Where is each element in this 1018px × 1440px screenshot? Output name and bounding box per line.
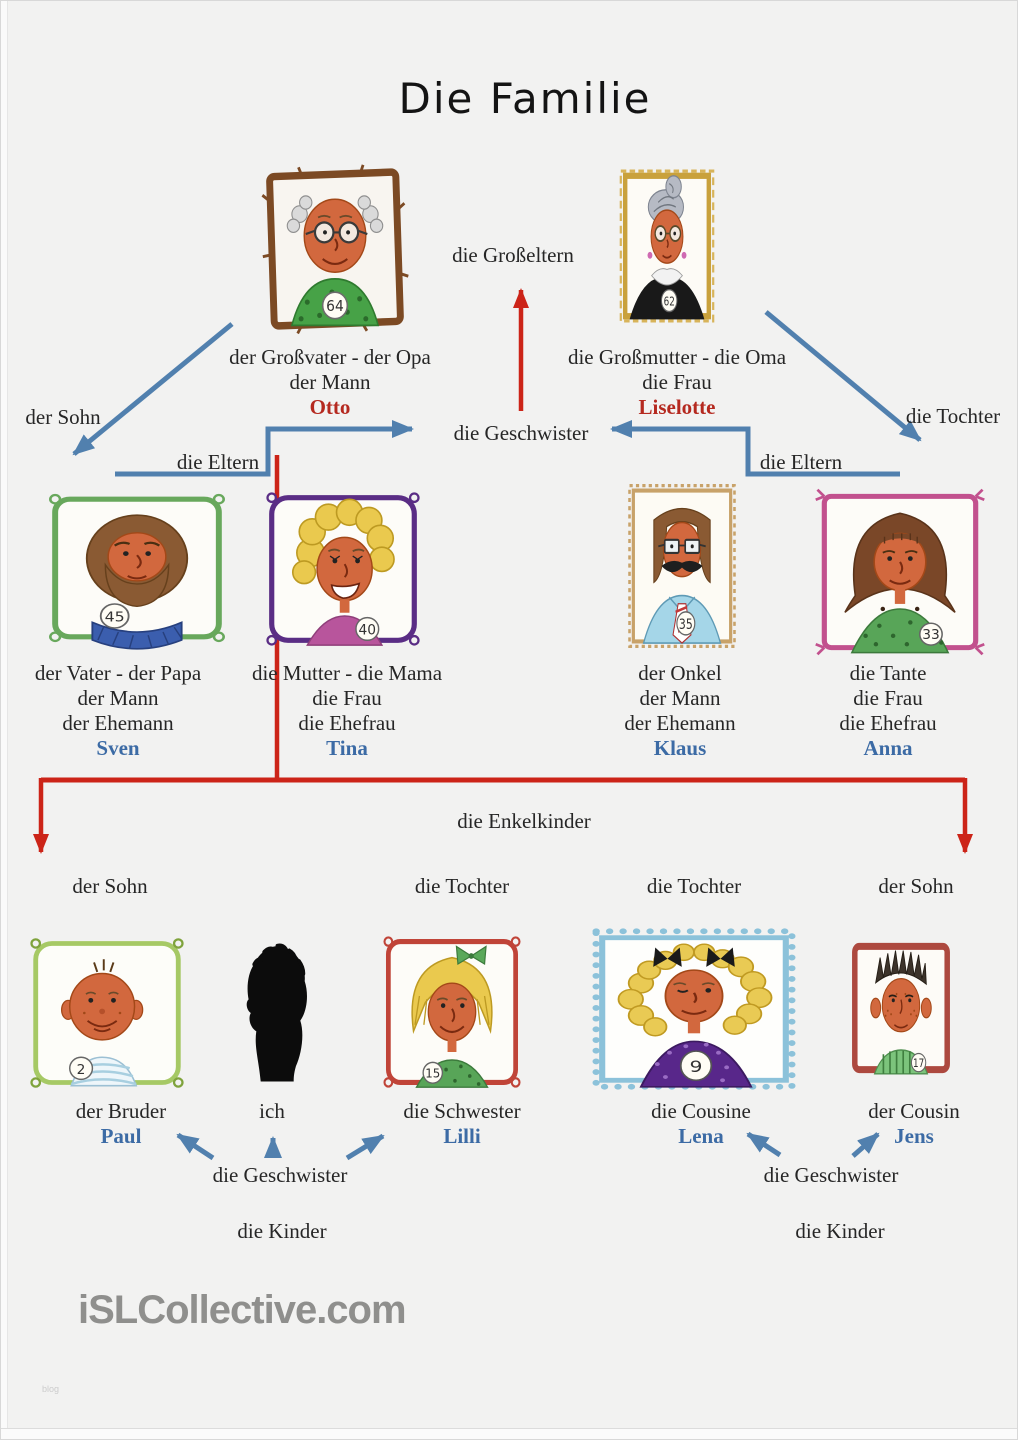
label-geschwister-bottom-right: die Geschwister [763,1163,899,1187]
caption-anna [778,661,998,761]
caption-otto-name: Otto [309,395,351,419]
caption-sven-line3: der Ehemann [62,711,174,735]
caption-tina-line3: die Ehefrau [298,711,396,735]
caption-liselotte-line2: die Frau [642,370,712,394]
label-enkelkinder: die Enkelkinder [457,809,591,833]
caption-anna-name: Anna [863,736,913,760]
age-badge-tina: 40 [358,622,377,639]
caption-lena-role: die Cousine [651,1099,751,1123]
arrow-geschwister-lilli [347,1136,383,1158]
page-edge-left [0,0,8,1440]
caption-sven-name: Sven [96,736,140,760]
caption-liselotte-name: Liselotte [638,395,716,419]
caption-jens-role: der Cousin [868,1099,960,1123]
blog-watermark: blog [42,1384,60,1394]
portrait-lilli [378,932,526,1092]
age-badge-anna: 33 [922,627,940,644]
caption-sven [8,661,228,761]
portrait-paul [26,934,188,1092]
caption-anna-line1: die Tante [849,661,927,685]
caption-lena-name: Lena [678,1124,724,1148]
portrait-tina [262,488,424,650]
caption-tina-line2: die Frau [312,686,382,710]
caption-lilli [382,1099,542,1149]
label-kinder-right: die Kinder [795,1219,885,1243]
label-row3-tochter-left: die Tochter [414,874,510,898]
label-sohn-top: der Sohn [25,405,101,429]
age-badge-sven: 45 [104,609,125,626]
caption-otto-line1: der Großvater - der Opa [229,345,431,369]
caption-anna-line2: die Frau [853,686,923,710]
caption-tina-line1: die Mutter - die Mama [251,661,443,685]
label-kinder-left: die Kinder [237,1219,327,1243]
caption-klaus-line3: der Ehemann [624,711,736,735]
label-tochter-top: die Tochter [905,404,1001,428]
label-row3-sohn-right: der Sohn [878,874,954,898]
label-geschwister-bottom-left: die Geschwister [212,1163,348,1187]
portrait-jens [846,938,956,1078]
caption-liselotte-line1: die Großmutter - die Oma [567,345,787,369]
page-edge-bottom [0,1428,1018,1440]
portrait-klaus [618,484,746,648]
label-grosseltern: die Großeltern [452,243,574,267]
portrait-ich-silhouette [220,934,330,1086]
caption-klaus-line2: der Mann [639,686,721,710]
age-badge-klaus: 35 [678,615,693,633]
caption-klaus [570,661,790,761]
caption-paul [41,1099,201,1149]
caption-tina [237,661,457,761]
portrait-otto [258,166,412,332]
age-badge-lena: 9 [689,1058,703,1077]
caption-ich-role: ich [259,1099,285,1123]
label-eltern-left: die Eltern [176,450,260,474]
caption-sven-line1: der Vater - der Papa [34,661,202,685]
caption-liselotte [517,345,837,420]
caption-tina-name: Tina [326,736,368,760]
islcollective-logo: iSLCollective.com [78,1288,406,1332]
age-badge-jens: 17 [913,1057,925,1071]
age-badge-paul: 2 [76,1061,86,1078]
caption-ich [212,1099,332,1124]
age-badge-lilli: 15 [425,1066,441,1081]
portrait-anna [814,488,986,656]
caption-lena [621,1099,781,1149]
caption-paul-role: der Bruder [75,1099,167,1123]
label-geschwister-top: die Geschwister [453,421,589,445]
caption-jens [834,1099,994,1149]
caption-klaus-name: Klaus [653,736,707,760]
label-row3-sohn-left: der Sohn [72,874,148,898]
age-badge-liselotte: 62 [663,293,675,309]
caption-jens-name: Jens [894,1124,934,1148]
portrait-sven [44,488,230,648]
label-row3-tochter-right: die Tochter [646,874,742,898]
caption-lilli-role: die Schwester [403,1099,521,1123]
caption-klaus-line1: der Onkel [638,661,722,685]
portrait-lena [592,928,796,1090]
caption-otto [170,345,490,420]
age-badge-otto: 64 [326,298,344,316]
caption-paul-name: Paul [100,1124,142,1148]
page-title: Die Familie [398,74,652,123]
label-eltern-right: die Eltern [759,450,843,474]
caption-lilli-name: Lilli [443,1124,481,1148]
portrait-liselotte [612,168,722,324]
caption-anna-line3: die Ehefrau [839,711,937,735]
caption-sven-line2: der Mann [77,686,159,710]
caption-otto-line2: der Mann [289,370,371,394]
